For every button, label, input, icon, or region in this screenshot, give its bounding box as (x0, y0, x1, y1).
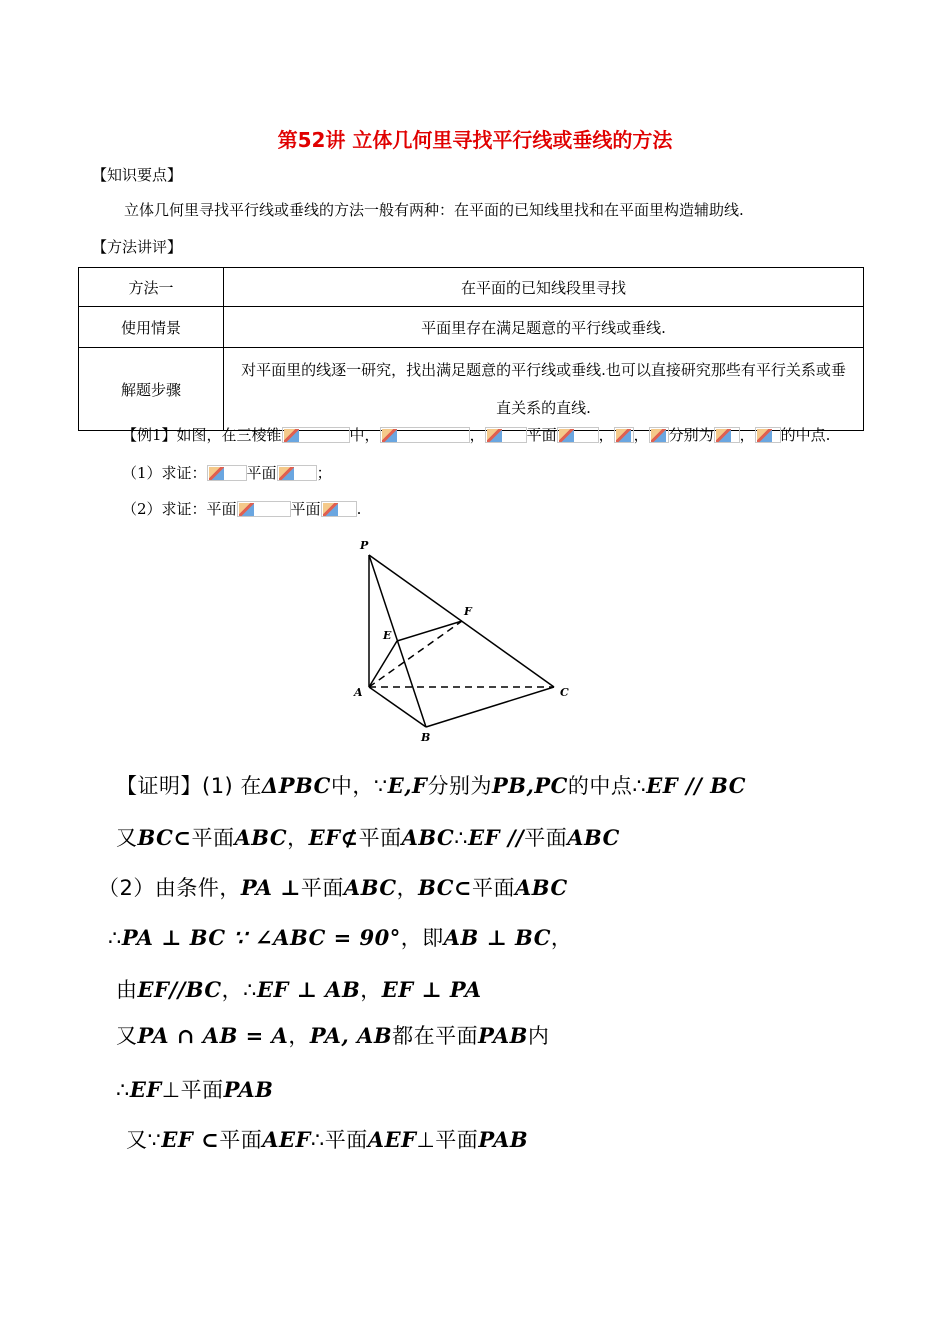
proof-text: 又 (116, 1024, 138, 1048)
vertex-label-C: C (560, 686, 569, 699)
proof-text: 平面 (191, 826, 235, 850)
method-table (78, 267, 864, 431)
proof-math: BC⊂ (418, 875, 473, 900)
proof-text: 分别为 (427, 774, 492, 798)
question-1 (122, 462, 332, 483)
proof-math: EF⊄ (308, 825, 359, 850)
proof-math: AB ⊥ BC (443, 925, 551, 950)
proof-math: ABC (401, 825, 455, 850)
question-text: 平面 (246, 464, 277, 482)
proof-text: （2）由条件， (98, 876, 241, 900)
example-text: 中， (349, 426, 380, 444)
proof-text: 平面 (300, 876, 344, 900)
table-cell-label: 使用情景 (79, 307, 224, 348)
proof-text: ∴ (108, 926, 122, 950)
proof-line-1 (116, 770, 746, 800)
proof-math: ABC (343, 875, 397, 900)
proof-text: 平面 (472, 876, 516, 900)
proof-line-2 (116, 822, 620, 852)
table-row (79, 348, 864, 431)
formula-image-icon (614, 427, 634, 443)
proof-text: 平面 (358, 826, 402, 850)
proof-text: 又∵ (126, 1128, 162, 1152)
formula-image-icon (321, 501, 357, 517)
proof-math: AEF (262, 1127, 311, 1152)
question-label: （2）求证：平面 (122, 500, 237, 518)
proof-math: ABC (515, 875, 568, 900)
example-text: 分别为 (668, 426, 714, 444)
table-row (79, 307, 864, 348)
table-cell-label: 解题步骤 (79, 348, 224, 431)
edge-AB (369, 687, 426, 727)
proof-math: EF // (468, 825, 525, 850)
proof-text: 平面 (524, 826, 568, 850)
example-text: ， (469, 426, 485, 444)
proof-math: PA ⊥ BC ∵ ∠ABC = 90° (121, 925, 401, 950)
proof-math: EF // BC (646, 773, 746, 798)
proof-text: ， (288, 1024, 310, 1048)
section-knowledge: 【知识要点】 (92, 166, 183, 184)
example-text: 平面 (526, 426, 557, 444)
proof-math: PAB (478, 1023, 528, 1048)
proof-math: ABC (567, 825, 620, 850)
proof-math: EF//BC (137, 977, 222, 1002)
proof-text: 的中点∴ (567, 774, 647, 798)
proof-math: EF (129, 1077, 162, 1102)
table-cell-content: 平面里存在满足题意的平行线或垂线. (224, 307, 864, 348)
proof-line-8 (126, 1124, 528, 1154)
vertex-label-F: F (464, 605, 472, 618)
segment-AE (369, 641, 397, 687)
formula-image-icon (557, 427, 599, 443)
formula-image-icon (380, 427, 470, 443)
proof-text: ∴平面 (310, 1128, 368, 1152)
proof-text: 由 (116, 978, 138, 1002)
proof-text: ， (287, 826, 309, 850)
proof-math: EF ⊂ (161, 1127, 220, 1152)
proof-text: ⊥平面 (416, 1128, 479, 1152)
formula-image-icon (755, 427, 781, 443)
segment-EF (397, 621, 462, 641)
formula-image-icon (714, 427, 740, 443)
proof-text: ， (396, 876, 419, 900)
proof-math: BC⊂ (137, 825, 192, 850)
proof-text: ， (360, 978, 382, 1002)
proof-math: PA ∩ AB = A (137, 1023, 289, 1048)
formula-image-icon (277, 465, 317, 481)
table-cell-content: 在平面的已知线段里寻找 (224, 268, 864, 307)
proof-math: PAB (478, 1127, 529, 1152)
proof-line-5 (116, 974, 482, 1004)
edge-BC (426, 687, 554, 727)
intro-paragraph: 立体几何里寻找平行线或垂线的方法一般有两种：在平面的已知线里找和在平面里构造辅助线. (124, 201, 744, 219)
proof-text: ∴ (454, 826, 469, 850)
example-text: ， (739, 426, 755, 444)
proof-line-7 (116, 1074, 273, 1104)
proof-text: 平面 (219, 1128, 263, 1152)
formula-image-icon (207, 465, 247, 481)
proof-text: 中，∵ (330, 774, 388, 798)
proof-text: 内 (527, 1024, 550, 1048)
formula-image-icon (282, 427, 350, 443)
question-text: ； (316, 464, 332, 482)
section-method-review: 【方法讲评】 (92, 238, 183, 256)
question-2 (122, 498, 361, 519)
proof-text: 【证明】(1) 在 (116, 774, 262, 798)
proof-line-4 (108, 922, 572, 952)
proof-text: ⊥平面 (161, 1078, 224, 1102)
vertex-label-B: B (421, 731, 431, 744)
table-cell-content: 对平面里的线逐一研究，找出满足题意的平行线或垂线.也可以直接研究那些有平行关系或垂直关系的直线. (224, 348, 864, 431)
proof-text: ，即 (400, 926, 444, 950)
proof-math: EF ⊥ AB (256, 977, 361, 1002)
formula-image-icon (485, 427, 527, 443)
vertex-label-P: P (360, 539, 369, 552)
proof-text: ∴ (116, 1078, 130, 1102)
example-text: ， (598, 426, 614, 444)
proof-text: ， (221, 978, 244, 1002)
formula-image-icon (237, 501, 291, 517)
example-text: ， (633, 426, 649, 444)
proof-text: 又 (116, 826, 138, 850)
example-text: 的中点. (780, 426, 831, 444)
table-row (79, 268, 864, 307)
pyramid-figure (340, 535, 580, 745)
table-cell-label: 方法一 (79, 268, 224, 307)
question-text: . (356, 500, 362, 518)
proof-math: AEF (367, 1127, 417, 1152)
question-text: 平面 (290, 500, 321, 518)
proof-math: PB,PC (491, 773, 568, 798)
example-statement (122, 424, 830, 445)
proof-text: ， (550, 926, 573, 950)
proof-math: PA ⊥ (240, 875, 301, 900)
proof-line-3 (98, 872, 568, 902)
proof-math: E,F (387, 773, 428, 798)
formula-image-icon (649, 427, 669, 443)
page-title: 第52讲 立体几何里寻找平行线或垂线的方法 (277, 128, 673, 152)
proof-math: ABC (234, 825, 288, 850)
proof-math: EF ⊥ PA (381, 977, 482, 1002)
proof-math: ΔPBC (261, 773, 331, 798)
question-label: （1）求证： (122, 464, 207, 482)
proof-math: PA, AB (309, 1023, 393, 1048)
proof-text: 都在平面 (392, 1024, 479, 1048)
proof-math: PAB (223, 1077, 274, 1102)
example-head: 【例1】如图，在三棱锥 (122, 426, 282, 444)
proof-text: ∴ (243, 978, 257, 1002)
vertex-label-E: E (383, 629, 392, 642)
proof-line-6 (116, 1020, 549, 1050)
vertex-label-A: A (354, 686, 363, 699)
